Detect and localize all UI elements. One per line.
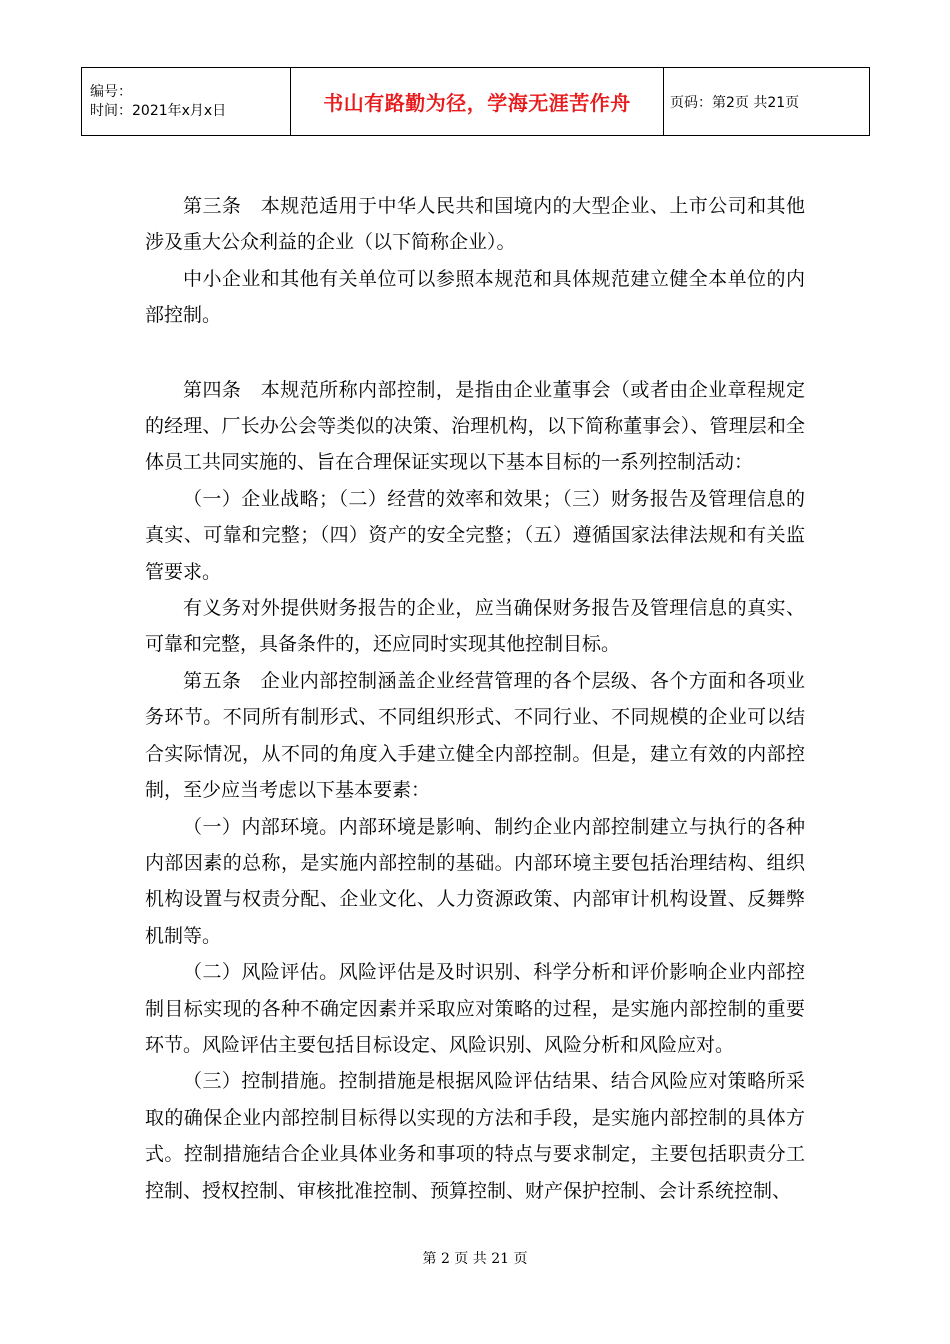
document-body <box>145 188 805 1209</box>
paragraph-financial-reporting: 有义务对外提供财务报告的企业，应当确保财务报告及管理信息的真实、可靠和完整，具备条件的，还应同时实现其他控制目标。 <box>145 597 805 656</box>
paragraph-article-3: 第三条 本规范适用于中华人民共和国境内的大型企业、上市公司和其他涉及重大公众利益的企业（以下简称企业）。 <box>145 195 805 254</box>
header-page-cell <box>664 68 870 136</box>
paragraph-control-measures: （三）控制措施。控制措施是根据风险评估结果、结合风险应对策略所采取的确保企业内部控制目标得以实现的方法和手段，是实施内部控制的具体方式。控制措施结合企业具体业务和事项的特点与要求制定，主要包括职责分工控制、授权控制、审核批准控制、预算控制、财产保护控制、会计系统控制、 <box>145 1070 805 1202</box>
page-footer <box>0 1248 950 1268</box>
footer-page-number: 第 2 页 共 21 页 <box>422 1251 528 1267</box>
header-row <box>82 68 870 136</box>
paragraph-objectives: （一）企业战略；（二）经营的效率和效果；（三）财务报告及管理信息的真实、可靠和完整；（四）资产的安全完整；（五）遵循国家法律法规和有关监管要求。 <box>145 487 805 583</box>
paragraph-article-4: 第四条 本规范所称内部控制，是指由企业董事会（或者由企业章程规定的经理、厂长办公会等类似的决策、治理机构，以下简称董事会）、管理层和全体员工共同实施的、旨在合理保证实现以下基本目标的一系列控制活动： <box>145 378 805 474</box>
paragraph-internal-environment: （一）内部环境。内部环境是影响、制约企业内部控制建立与执行的各种内部因素的总称，是实施内部控制的基础。内部环境主要包括治理结构、组织机构设置与权责分配、企业文化、人力资源政策、内部审计机构设置、反舞弊机制等。 <box>145 815 805 947</box>
number-label: 编号： <box>90 83 132 100</box>
paragraph-article-3-sme: 中小企业和其他有关单位可以参照本规范和具体规范建立健全本单位的内部控制。 <box>145 267 805 327</box>
page-info: 页码：第2页 共21页 <box>670 94 800 111</box>
time-label: 时间：2021年x月x日 <box>90 102 227 119</box>
header-meta-cell <box>82 68 291 136</box>
header-motto-cell <box>291 68 664 136</box>
document-header <box>81 67 870 136</box>
motto-text: 书山有路勤为径，学海无涯苦作舟 <box>323 91 631 115</box>
paragraph-article-5: 第五条 企业内部控制涵盖企业经营管理的各个层级、各个方面和各项业务环节。不同所有制形式、不同组织形式、不同行业、不同规模的企业可以结合实际情况，从不同的角度入手建立健全内部控制。但是，建立有效的内部控制，至少应当考虑以下基本要素： <box>145 669 805 802</box>
paragraph-risk-assessment: （二）风险评估。风险评估是及时识别、科学分析和评价影响企业内部控制目标实现的各种不确定因素并采取应对策略的过程，是实施内部控制的重要环节。风险评估主要包括目标设定、风险识别、风险分析和风险应对。 <box>145 961 805 1056</box>
